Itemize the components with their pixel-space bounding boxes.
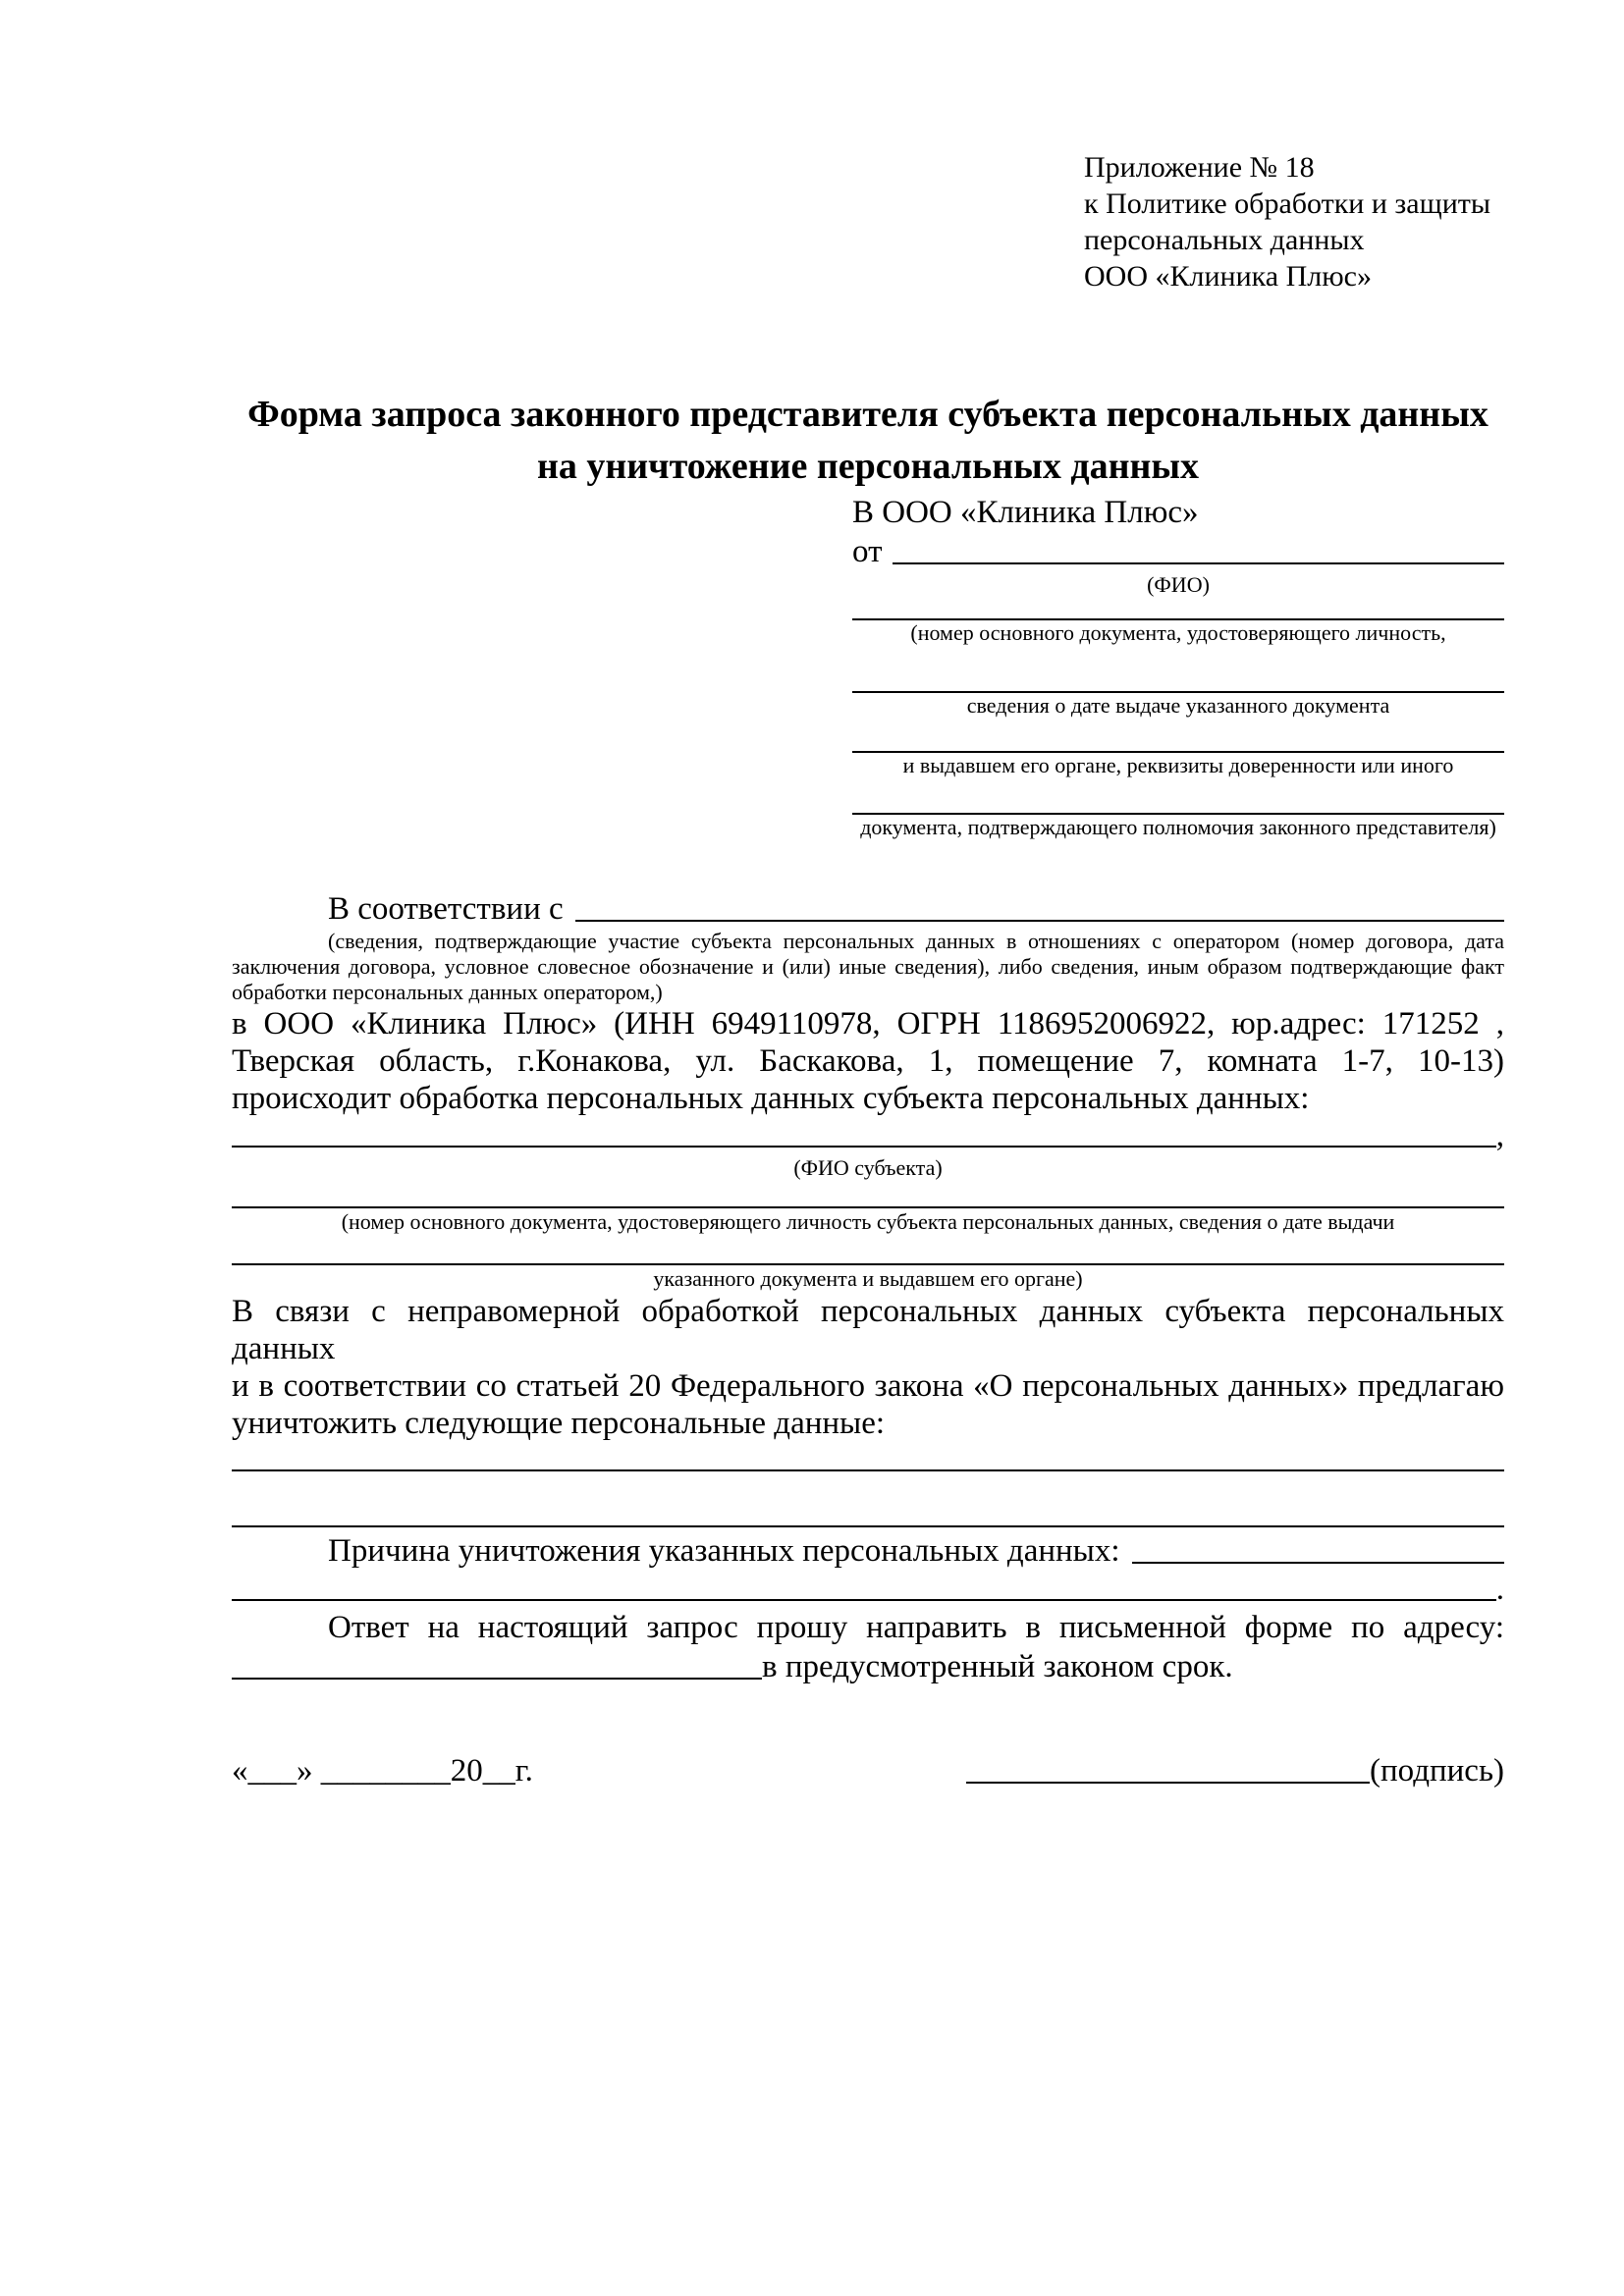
- field-caption: (номер основного документа, удостоверяющего личность,: [910, 620, 1446, 645]
- subject-fio-blank-line: [232, 1146, 1496, 1148]
- appendix-header: [1084, 149, 1504, 294]
- document-field: [852, 731, 1504, 778]
- addressee-organization: В ООО «Клиника Плюс»: [852, 495, 1199, 530]
- reason-continuation-row: [232, 1571, 1504, 1608]
- blank-line: [852, 793, 1504, 815]
- from-row: [852, 532, 1504, 571]
- reason-blank-line: [1132, 1562, 1504, 1564]
- blank-line: [852, 599, 1504, 620]
- signature-blank-line: [966, 1782, 1370, 1784]
- signature-block: [966, 1751, 1504, 1790]
- accordance-blank-line: [575, 920, 1504, 922]
- addressee-block: [852, 493, 1504, 840]
- reply-tail: в предусмотренный законом срок.: [762, 1649, 1233, 1684]
- document-field: [852, 671, 1504, 719]
- data-to-destroy-blank-line: [232, 1448, 1504, 1471]
- operator-line: происходит обработка персональных данных субъекта персональных данных:: [232, 1081, 1310, 1116]
- from-blank-line: [893, 562, 1505, 564]
- signature-caption: (подпись): [1370, 1753, 1504, 1789]
- accordance-caption-line: заключения договора, условное словесное обозначение и (или) иные сведения), либо сведения, иным образом подтверждающие факт: [232, 954, 1504, 979]
- request-line: В связи с неправомерной обработкой персональных данных субъекта персональных данных: [232, 1294, 1504, 1366]
- title-line: Форма запроса законного представителя субъекта персональных данных: [247, 394, 1489, 435]
- reason-line-period: .: [1495, 1572, 1504, 1607]
- accordance-label: В соответствии с: [328, 891, 564, 927]
- accordance-row: [232, 889, 1504, 929]
- request-line: и в соответствии со статьей 20 Федерального закона «О персональных данных» предлагаю: [232, 1368, 1504, 1404]
- footer-row: [232, 1751, 1504, 1790]
- document-field: [852, 793, 1504, 840]
- blank-line: [852, 671, 1504, 693]
- reply-paragraph: Ответ на настоящий запрос прошу направить в письменной форме по адресу:: [328, 1610, 1504, 1645]
- request-line: уничтожить следующие персональные данные:: [232, 1406, 886, 1441]
- operator-paragraph: [232, 1005, 1504, 1117]
- accordance-caption-line: (сведения, подтверждающие участие субъекта персональных данных в отношениях с оператором (номер договора, дата: [328, 929, 1504, 953]
- reply-address-row: [232, 1647, 1504, 1686]
- request-paragraph: [232, 1293, 1504, 1442]
- subject-doc-blank-line: [232, 1182, 1504, 1208]
- title-line: на уничтожение персональных данных: [536, 446, 1200, 487]
- operator-line: в ООО «Клиника Плюс» (ИНН 6949110978, ОГРН 1186952006922, юр.адрес: 171252 ,: [232, 1006, 1504, 1041]
- accordance-caption-line: обработки персональных данных оператором,): [232, 980, 663, 1004]
- address-blank-line: [232, 1678, 762, 1680]
- appendix-line: Приложение № 18: [1084, 151, 1315, 184]
- subject-fio-caption: (ФИО субъекта): [793, 1155, 943, 1180]
- accordance-caption: [232, 929, 1504, 1005]
- operator-line: Тверская область, г.Конакова, ул. Баскакова, 1, помещение 7, комната 1-7, 10-13): [232, 1043, 1504, 1079]
- document-field: [852, 599, 1504, 646]
- subject-doc-caption: указанного документа и выдавшем его органе): [653, 1266, 1083, 1291]
- blank-line: [852, 731, 1504, 753]
- subject-fio-row: [232, 1117, 1504, 1154]
- fio-caption: (ФИО): [1147, 572, 1210, 597]
- reason-row: [232, 1531, 1504, 1571]
- appendix-line: персональных данных: [1084, 224, 1365, 256]
- reason-blank-line: [232, 1599, 1496, 1601]
- reason-label: Причина уничтожения указанных персональных данных:: [328, 1533, 1120, 1569]
- subject-line-comma: ,: [1495, 1118, 1504, 1153]
- field-caption: сведения о дате выдаче указанного документа: [966, 693, 1390, 718]
- data-to-destroy-blank-line: [232, 1504, 1504, 1527]
- appendix-line: ООО «Клиника Плюс»: [1084, 260, 1372, 293]
- subject-doc-blank-line: [232, 1236, 1504, 1265]
- date-line: «___» ________20__г.: [232, 1753, 533, 1789]
- from-label: от: [852, 534, 883, 569]
- field-caption: и выдавшем его органе, реквизиты доверенности или иного: [902, 753, 1454, 777]
- subject-doc-caption: (номер основного документа, удостоверяющего личность субъекта персональных данных, сведения о дате выдачи: [341, 1209, 1395, 1234]
- appendix-line: к Политике обработки и защиты: [1084, 187, 1491, 220]
- page-title: [232, 389, 1504, 493]
- field-caption: документа, подтверждающего полномочия законного представителя): [860, 815, 1496, 839]
